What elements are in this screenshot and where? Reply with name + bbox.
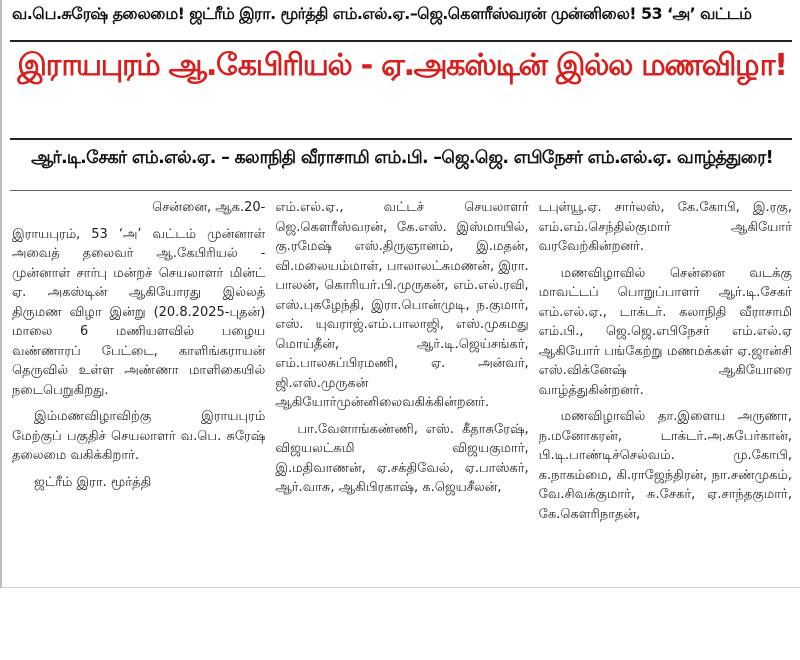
subheadline: ஆர்.டி.சேகர் எம்.எல்.ஏ. – கலாநிதி வீராசாமி எம்.பி. –ஜெ.ஜெ. எபிநேசர் எம்.எல்.ஏ. வாழ்த்துரை! [31,148,773,168]
kicker-line: வ.பெ.சுரேஷ் தலைமை! ஜட்ரீம் இரா. மூர்த்தி எம்.எல்.ஏ.–ஜெ.கௌரீஸ்வரன் முன்னிலை! 53 ‘அ’ வட்டம் [12,4,752,23]
paragraph: மணவிழாவில் தா.இளைய அருணா, ந.மனோகரன், டாக்டர்.அ.சுபேர்கான், பி.டி.பாண்டிச்செல்வம். மு.கோபி, க.நாகம்மை, கி.ராஜேந்திரன், நா.சண்முகம், வே.சிவக்குமார், சு.சேகர், ஏ.சாந்தகுமார், கே.கௌரிநாதன், [538,409,792,522]
column-1 [12,198,265,588]
paragraph: எம்.எல்.ஏ., வட்டச் செயலாளர் ஜெ.கௌரீஸ்வரன், கே.எஸ். இஸ்மாயில், கு.ரமேஷ் எஸ்.திருஞானம், இ.மதன், வி.மலையம்மாள், பாலாலட்சுமணன், இரா. பாலன், கொரியர்.பி.முருகன், எம்.எல்.ரவி, எஸ்.புகழேந்தி, இரா.பொன்முடி, ந.குமார், எஸ். யுவராஜ்.எம்.பாலாஜி, எஸ்.முகமது மொய்தீன், ஆர்.டி.ஜெய்சங்கர், எம்.பாலசுப்பிரமணி, ஏ. அன்வர், ஜி.எஸ்.முருகன் ஆகியோர்முன்னிலைவகிக்கின்றனர். [275,200,529,410]
column-2 [275,198,528,588]
paragraph: பா.வேளாங்கண்ணி, எஸ். கீதாசுரேஷ், விஜயலட்சுமி விஜயகுமார், இ.மதிவாணன், ஏ.சக்திவேல், ஏ.பாஸ்கர், ஆர்.வாசு, ஆகிபிரகாஷ், க.ஜெயசீலன், [275,421,529,495]
article-body [12,198,792,588]
paragraph: டபுள்யூ.ஏ. சார்லஸ், கே.கோபி, இ.ரகு, எம்.எம்.செந்தில்குமார் ஆகியோர் வரவேற்கின்றனர். [538,200,792,254]
divider-mid [10,138,792,140]
paragraph: இராயபுரம், 53 ‘அ’ வட்டம் முன்னாள் அவைத் தலைவர் ஆ.கேபிரியல் - முன்னாள் சார்பு மன்றச் செயலாளர் மின்ட் ஏ. அகஸ்டின் ஆகியோரது இல்லத் திருமண விழா இன்று (20.8.2025-புதன்) மாலை 6 மணியளவில் பழைய வண்ணாரப் பேட்டை, காளிங்கராயன் தெருவில் உள்ள அண்ணா மாளிகையில் நடைபெறுகிறது. [12,226,266,398]
divider-body [10,190,792,191]
divider-top [10,40,792,42]
column-3 [539,198,792,588]
dateline: சென்னை, ஆக.20- [152,200,266,215]
paragraph: ஜட்ரீம் இரா. மூர்த்தி [34,474,152,490]
paragraph: மணவிழாவில் சென்னை வடக்கு மாவட்டப் பொறுப்பாளர் ஆர்.டி.சேகர் எம்.எல்.ஏ., டாக்டர். கலாநிதி வீராசாமி எம்.பி., ஜெ.ஜெ.எபிநேசர் எம்.எல்.ஏ ஆகியோர் பங்கேற்று மணமக்கள் ஏ.ஜான்சி எஸ்.விக்னேஷ் ஆகியோரை வாழ்த்துகின்றனர். [538,265,792,398]
headline: இராயபுரம் ஆ.கேபிரியல் - ஏ.அகஸ்டின் இல்ல மணவிழா! [17,48,787,83]
paragraph: இம்மணவிழாவிற்கு இராயபுரம் மேற்குப் பகுதிச் செயலாளர் வ.பெ. சுரேஷ் தலைமை வகிக்கிறார். [12,409,266,463]
